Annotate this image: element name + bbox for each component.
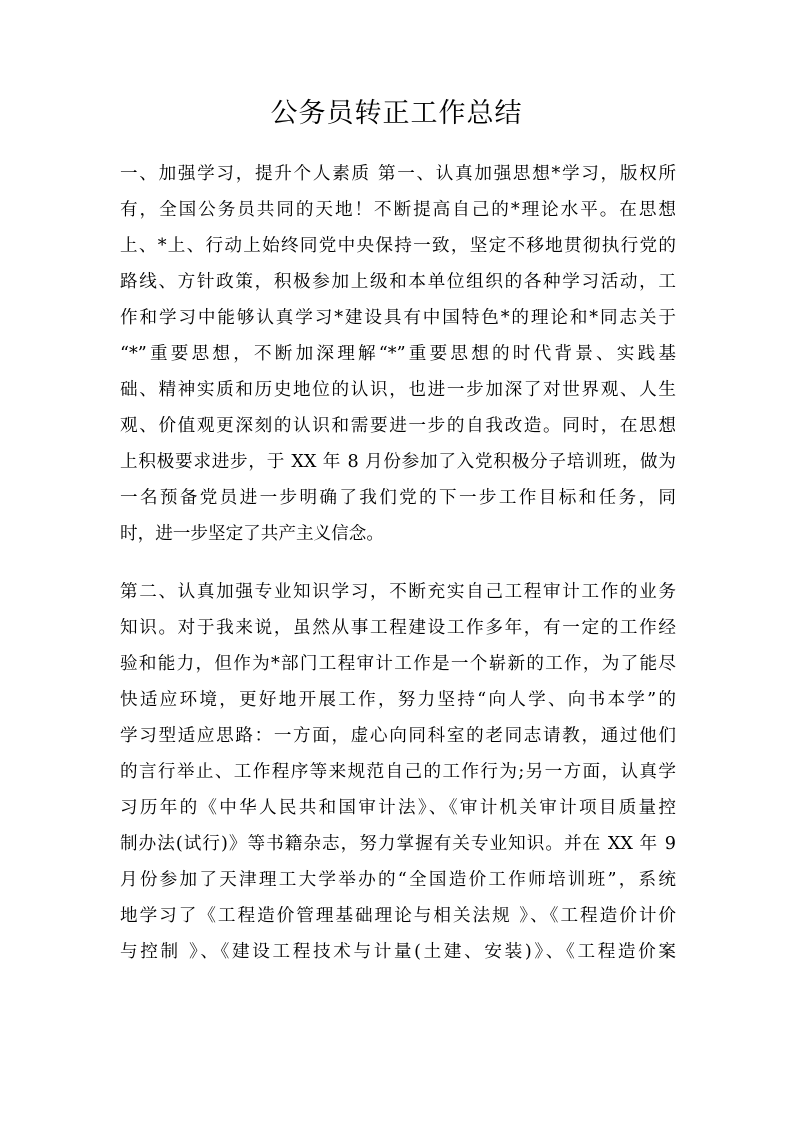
- text-line: 制办法(试行)》等书籍杂志，努力掌握有关专业知识。并在 XX 年 9: [120, 834, 676, 854]
- document-title: 公务员转正工作总结: [270, 98, 523, 129]
- text-line: 路线、方针政策，积极参加上级和本单位组织的各种学习活动，工: [120, 272, 676, 292]
- paragraph-study: [120, 156, 676, 552]
- text-line: 习历年的《中华人民共和国审计法》、《审计机关审计项目质量控: [120, 798, 676, 818]
- text-line: 月份参加了天津理工大学举办的“全国造价工作师培训班”，系统: [120, 870, 676, 890]
- text-line: 一、加强学习，提升个人素质 第一、认真加强思想*学习，版权所: [120, 164, 676, 184]
- paragraph-professional-study: [120, 574, 676, 970]
- text-line: 与控制 》、《建设工程技术与计量(土建、安装)》、《工程造价案: [120, 942, 676, 962]
- text-line: 时，进一步坚定了共产主义信念。: [120, 524, 384, 544]
- text-line: 一名预备党员进一步明确了我们党的下一步工作目标和任务，同: [120, 488, 676, 508]
- text-line: 快适应环境，更好地开展工作，努力坚持“向人学、向书本学”的: [120, 690, 676, 710]
- text-line: 上积极要求进步，于 XX 年 8 月份参加了入党积极分子培训班，做为: [120, 452, 676, 472]
- text-line: 上、*上、行动上始终同党中央保持一致，坚定不移地贯彻执行党的: [120, 236, 676, 256]
- text-line: 作和学习中能够认真学习*建设具有中国特色*的理论和*同志关于: [120, 308, 676, 328]
- text-line: 第二、认真加强专业知识学习，不断充实自己工程审计工作的业务: [120, 582, 676, 602]
- text-line: 有，全国公务员共同的天地！不断提高自己的*理论水平。在思想: [120, 200, 676, 220]
- text-line: 的言行举止、工作程序等来规范自己的工作行为;另一方面，认真学: [120, 762, 676, 782]
- text-line: 学习型适应思路：一方面，虚心向同科室的老同志请教，通过他们: [120, 726, 676, 746]
- text-line: “*”重要思想，不断加深理解“*”重要思想的时代背景、实践基: [120, 344, 676, 364]
- text-line: 验和能力，但作为*部门工程审计工作是一个崭新的工作，为了能尽: [120, 654, 676, 674]
- text-line: 观、价值观更深刻的认识和需要进一步的自我改造。同时，在思想: [120, 416, 676, 436]
- text-line: 础、精神实质和历史地位的认识，也进一步加深了对世界观、人生: [120, 380, 676, 400]
- text-line: 知识。对于我来说，虽然从事工程建设工作多年，有一定的工作经: [120, 618, 676, 638]
- text-line: 地学习了《工程造价管理基础理论与相关法规 》、《工程造价计价: [120, 906, 676, 926]
